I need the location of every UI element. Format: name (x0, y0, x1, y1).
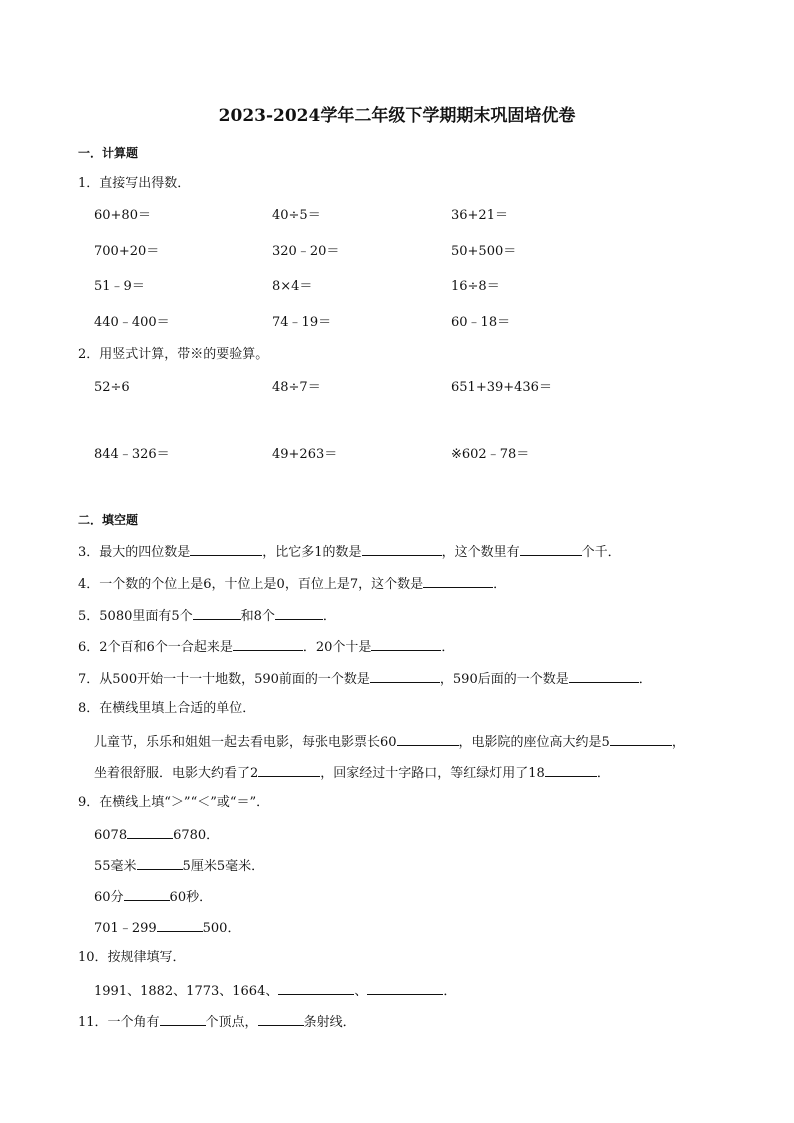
question-9-label: 9．在横线上填“＞”“＜”或“＝”． (78, 795, 270, 810)
answer-blank[interactable] (397, 734, 459, 746)
question-text: 和8个 (240, 609, 275, 624)
answer-blank[interactable] (520, 544, 582, 556)
question-text: ． (638, 672, 652, 687)
question-text: ，比它多1的数是 (262, 545, 362, 560)
question-1-label: 1．直接写出得数． (78, 176, 191, 191)
math-item: 16÷8＝ (451, 279, 500, 294)
question-text: 个顶点， (205, 1015, 258, 1030)
math-item: 320﹣20＝ (272, 244, 340, 259)
math-item: 60﹣18＝ (451, 315, 511, 330)
answer-blank[interactable] (371, 639, 441, 651)
question-text: ．20个十是 (302, 640, 372, 655)
question-text: 11．一个角有 (78, 1015, 160, 1030)
question-8-line-1 (94, 734, 685, 749)
answer-blank[interactable] (370, 671, 440, 683)
question-text: 6078 (94, 828, 128, 843)
question-text: ． (493, 577, 507, 592)
answer-blank[interactable] (362, 544, 442, 556)
math-item: 52÷6 (94, 380, 130, 395)
question-text: ， (671, 735, 685, 750)
math-item: 49+263＝ (272, 447, 338, 462)
answer-blank[interactable] (258, 1014, 304, 1026)
question-text: 60秒． (169, 890, 213, 905)
math-item: 844﹣326＝ (94, 447, 170, 462)
question-3 (78, 544, 621, 559)
question-text: ． (322, 609, 336, 624)
math-item: 36+21＝ (451, 208, 508, 223)
question-text: 6．2个百和6个一合起来是 (78, 640, 233, 655)
question-text: ． (596, 766, 610, 781)
compare-item (94, 889, 212, 904)
question-4 (78, 576, 506, 591)
math-item: 51﹣9＝ (94, 279, 145, 294)
math-item: 74﹣19＝ (272, 315, 332, 330)
answer-blank[interactable] (190, 544, 262, 556)
math-item: 60+80＝ (94, 208, 151, 223)
compare-item (94, 920, 240, 935)
answer-blank[interactable] (610, 734, 672, 746)
question-text: 701﹣299 (94, 921, 157, 936)
answer-blank[interactable] (157, 920, 203, 932)
question-8-label: 8．在横线里填上合适的单位． (78, 701, 256, 716)
question-text: ，回家经过十字路口，等红绿灯用了18 (320, 766, 545, 781)
math-item: 40÷5＝ (272, 208, 321, 223)
answer-blank[interactable] (569, 671, 639, 683)
math-item: 440﹣400＝ (94, 315, 170, 330)
question-7 (78, 671, 652, 686)
question-5 (78, 608, 336, 623)
question-text: 、 (354, 984, 368, 999)
answer-blank[interactable] (275, 608, 323, 620)
math-item: 700+20＝ (94, 244, 160, 259)
answer-blank[interactable] (278, 983, 354, 995)
question-text: 坐着很舒服．电影大约看了2 (94, 766, 259, 781)
question-text: 55毫米 (94, 859, 137, 874)
question-11 (78, 1014, 356, 1029)
question-text: ，590后面的一个数是 (439, 672, 569, 687)
question-text: 条射线． (303, 1015, 356, 1030)
answer-blank[interactable] (367, 983, 443, 995)
question-text: 6780． (173, 828, 220, 843)
question-text: 儿童节，乐乐和姐姐一起去看电影，每张电影票长60 (94, 735, 397, 750)
answer-blank[interactable] (137, 858, 183, 870)
answer-blank[interactable] (160, 1014, 206, 1026)
question-text: 个千． (581, 545, 621, 560)
question-text: 3．最大的四位数是 (78, 545, 191, 560)
question-text: 60分 (94, 890, 124, 905)
answer-blank[interactable] (124, 889, 170, 901)
question-text: ，电影院的座位高大约是5 (458, 735, 610, 750)
answer-blank[interactable] (193, 608, 241, 620)
section-heading-fill-blank: 二．填空题 (78, 513, 139, 527)
question-text: 500． (202, 921, 241, 936)
answer-blank[interactable] (423, 576, 493, 588)
math-item: 50+500＝ (451, 244, 517, 259)
question-text: ． (443, 984, 457, 999)
math-item: 48÷7＝ (272, 380, 321, 395)
question-8-line-2 (94, 765, 610, 780)
answer-blank[interactable] (545, 765, 597, 777)
question-text: 7．从500开始一十一十地数，590前面的一个数是 (78, 672, 370, 687)
question-6 (78, 639, 454, 654)
section-heading-calculation: 一．计算题 (78, 146, 139, 160)
question-text: 1991、1882、1773、1664、 (94, 984, 279, 999)
question-text: ，这个数里有 (441, 545, 520, 560)
compare-item (94, 827, 219, 842)
question-text: 4．一个数的个位上是6，十位上是0，百位上是7，这个数是 (78, 577, 424, 592)
question-10-label: 10．按规律填写． (78, 950, 186, 965)
answer-blank[interactable] (233, 639, 303, 651)
math-item: 8×4＝ (272, 279, 313, 294)
question-text: 5．5080里面有5个 (78, 609, 193, 624)
question-10-sequence (94, 983, 456, 998)
math-item: 651+39+436＝ (451, 380, 552, 395)
answer-blank[interactable] (258, 765, 320, 777)
math-item: ※602﹣78＝ (451, 447, 530, 462)
question-text: ． (441, 640, 455, 655)
answer-blank[interactable] (127, 827, 173, 839)
question-text: 5厘米5毫米． (182, 859, 265, 874)
question-2-label: 2．用竖式计算，带※的要验算。 (78, 347, 269, 362)
page-title: 2023-2024学年二年级下学期期末巩固培优卷 (218, 106, 576, 126)
compare-item (94, 858, 264, 873)
